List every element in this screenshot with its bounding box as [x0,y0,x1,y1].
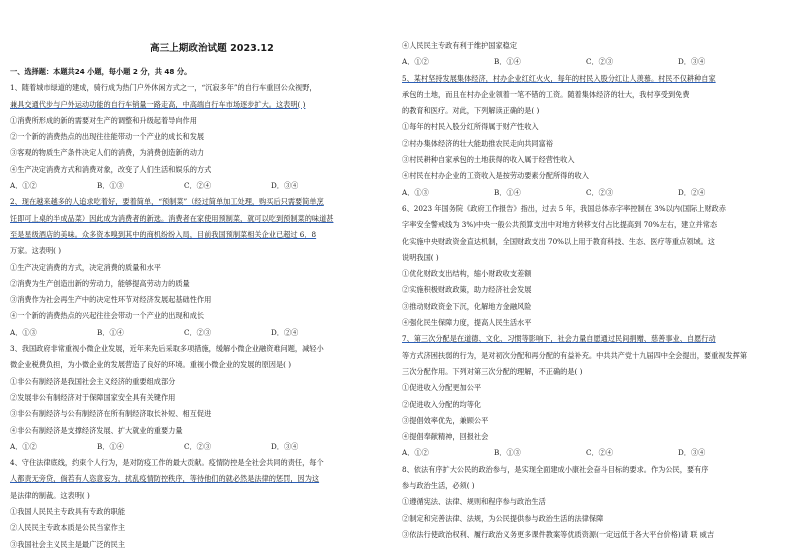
statement-item: ④一个新的消费热点的兴起往往会带动一个产业的出现和成长 [10,311,205,321]
answer-options [402,54,786,70]
statement-item: ①每年的村民入股分红所得属于财产性收入 [402,122,539,132]
statement-item: ④非公有制经济是支撑经济发展、扩大就业的重要力量 [10,425,183,435]
question-7 [402,331,786,461]
question-stem-line: 字率安全警戒线为 3%)中央一般公共预算支出中对地方转移支付占比提高到 70%左右，建立并常态 [402,220,718,230]
option-b[interactable]: B．①④ [494,187,521,197]
option-a[interactable]: A．①③ [402,187,429,197]
question-stem-line: 三次分配作用。下列对第三次分配的理解，不正确的是( ) [402,366,583,376]
statement-item: ①促进收入分配更加公平 [402,383,482,393]
option-d[interactable]: D．②④ [678,187,706,197]
statement-item: ①非公有制经济是我国社会主义经济的重要组成部分 [10,376,176,386]
option-b[interactable]: B．①④ [494,57,521,67]
statement-item: ①消费所形成的新的需要对生产的调整和升级起着导向作用 [10,115,197,125]
question-3 [10,341,384,455]
statement-item: ③提倡效率优先，兼顾公平 [402,415,489,425]
question-stem-line: 饪即可上桌的半成品菜）因此成为消费者的新选。消费者在家使用预制菜，就可以吃到预制菜的味道甚 [10,213,334,223]
section-heading: 一、选择题：本题共24 小题，每小题 2 分，共 48 分。 [10,67,192,76]
question-5 [402,71,786,201]
statement-item: ③消费作为社会再生产中的决定性环节对经济发展起基础性作用 [10,295,212,305]
statement-item: ④人民民主专政有利于维护国家稳定 [402,41,518,50]
option-d[interactable]: D．③④ [678,448,706,458]
statement-item: ③依法行使政治权利、履行政治义务更多课件教案等优质资源(一定远低于各大平台价格)请 联 威吉 [402,529,715,539]
option-b[interactable]: B．①④ [97,327,124,337]
answer-options [10,325,384,341]
question-8 [402,462,786,543]
question-4-continued [402,38,786,71]
question-stem-line: 说明我国( ) [402,252,439,262]
answer-options [10,178,384,194]
right-column [402,38,786,543]
page-title: 高三上期政治试题 2023.12 [150,43,274,54]
option-c[interactable]: C．②③ [184,441,212,451]
question-stem-line: 至是星级酒店的美味。众多资本嗅到其中的商机纷纷入局，目前我国预制菜相关企业已超过 6．8 [10,229,317,239]
option-c[interactable]: C．②③ [586,187,614,197]
statement-item: ③村民耕种自家承包的土地获得的收入属于经营性收入 [402,155,575,165]
option-c[interactable]: C．②④ [586,448,614,458]
option-d[interactable]: D．③④ [271,441,299,451]
question-stem-line: 4、守住法律底线，约束个人行为，是对防疫工作的最大贡献。疫情防控是全社会共同的责任，每个 [10,458,324,468]
statement-item: ①生产决定消费的方式，决定消费的质量和水平 [10,262,161,272]
option-c[interactable]: C．②③ [184,327,212,337]
question-stem-line: 兼具交通代步与户外运动功能的自行车销量一路走高，中高端自行车市场逐步扩大。这表明( ) [10,99,306,109]
option-d[interactable]: D．②④ [271,327,299,337]
question-stem-line: 6、2023 年国务院《政府工作报告》指出，过去 5 年，我国总体赤字率控制在 3%以内(国际上财政赤 [402,203,726,213]
statement-item: ②制定和完善法律、法规，为公民提供参与政治生活的法律保障 [402,513,604,523]
statement-item: ③客观的物质生产条件决定人们的消费，为消费创造新的动力 [10,148,205,158]
option-a[interactable]: A．①② [402,57,429,67]
statement-item: ①我国人民民主专政具有专政的职能 [10,507,126,517]
left-column [10,64,384,553]
statement-item: ③我国社会主义民主是最广泛的民主 [10,539,126,549]
statement-item: ②人民民主专政本质是公民当家作主 [10,523,126,533]
option-a[interactable]: A．①② [10,441,37,451]
statement-item: ④提倡奉献精神，回报社会 [402,432,489,442]
question-4 [10,455,384,553]
answer-options [402,445,786,461]
statement-item: ③非公有制经济与公有制经济在所有制经济取长补短、相互促进 [10,409,212,419]
statement-item: ①优化财政支出结构，缩小财政收支差额 [402,269,532,279]
question-stem-line: 3、我国政府非常重视小微企业发展，近年来先后采取多项措施，缓解小微企业融资难问题，减轻小 [10,344,324,354]
statement-item: ④生产决定消费方式和消费对象，改变了人们生活和娱乐的方式 [10,164,212,174]
option-d[interactable]: D．③④ [271,181,299,191]
question-stem-line: 微企业税费负担，为小微企业的发展营造了良好的环境。重视小微企业的发展的原因是( ) [10,360,292,370]
statement-item: ②促进收入分配的均等化 [402,399,482,409]
option-c[interactable]: C．②④ [184,181,212,191]
question-stem-line: 等方式济困扶弱的行为，是对初次分配和再分配的有益补充。中共共产党十九届四中全会提出，要重视发挥第 [402,350,748,360]
statement-item: ②实施积极财政政策，助力经济社会发展 [402,285,532,295]
option-c[interactable]: C．②③ [586,57,614,67]
question-stem-line: 人都责无旁贷，倘若有人恣意妄为，扰乱疫情防控秩序，等待他们的就必然是法律的惩罚，因为这 [10,474,320,484]
option-a[interactable]: A．①③ [10,327,37,337]
statement-item: ④强化民生保障力度，提高人民生活水平 [402,318,532,328]
question-stem-line: 7、第三次分配是在道德、文化、习惯等影响下，社会力量自愿通过民间捐赠、慈善事业、自愿行动 [402,334,716,344]
answer-options [402,185,786,201]
question-2 [10,194,384,341]
statement-item: ②村办集体经济的壮大能助推农民走向共同富裕 [402,138,553,148]
question-1 [10,80,384,194]
question-stem-line: 承包的土地，而且在村办企业领着一笔不错的工资。随着集体经济的壮大，我村享受到免费 [402,89,690,99]
option-b[interactable]: B．①③ [494,448,521,458]
question-stem-line: 的教育和医疗。对此，下列解读正确的是( ) [402,106,540,116]
question-stem-line: 万家。这表明( ) [10,246,62,256]
question-stem-line: 化实施中央财政资金直达机制，全国财政支出 70%以上用于教育科技、生态、医疗等重点领域。这 [402,236,715,246]
question-stem-line: 8、依法有序扩大公民的政治参与，是实现全面建成小康社会奋斗目标的要求。作为公民，要有序 [402,464,709,474]
question-stem-line: 5、某村坚持发展集体经济，村办企业红红火火，每年的村民入股分红让人羡慕。村民不仅耕种自家 [402,73,716,83]
answer-options [10,439,384,455]
question-stem-line: 是法律的制裁。这表明( ) [10,490,90,500]
option-b[interactable]: B．①④ [97,441,124,451]
statement-item: ②发展非公有制经济对于保障国家安全具有关键作用 [10,392,176,402]
statement-item: ③推动财政资金下沉，化解地方金融风险 [402,301,532,311]
statement-item: ②消费为生产创造出新的劳动力，能够提高劳动力的质量 [10,278,190,288]
question-stem-line: 参与政治生活，必须( ) [402,481,475,491]
question-stem-line: 1、随着城市绿道的建成，骑行成为热门户外休闲方式之一，“沉寂多年”的自行车重回公众视野， [10,83,317,93]
statement-item: ④村民在村办企业的工资收入是按劳动要素分配所得的收入 [402,171,589,181]
statement-item: ②一个新的消费热点的出现往往能带动一个产业的成长和发展 [10,132,205,142]
statement-item: ①遵循宪法、法律、规则和程序参与政治生活 [402,497,546,507]
question-stem-line: 2、现在越来越多的人追求吃着好，要着简单，“预制菜”（经过简单加工处理，购买后只需要简单烹 [10,197,324,207]
option-a[interactable]: A．①② [402,448,429,458]
question-6 [402,201,786,331]
option-d[interactable]: D．③④ [678,57,706,67]
option-b[interactable]: B．①③ [97,181,124,191]
option-a[interactable]: A．①② [10,181,37,191]
